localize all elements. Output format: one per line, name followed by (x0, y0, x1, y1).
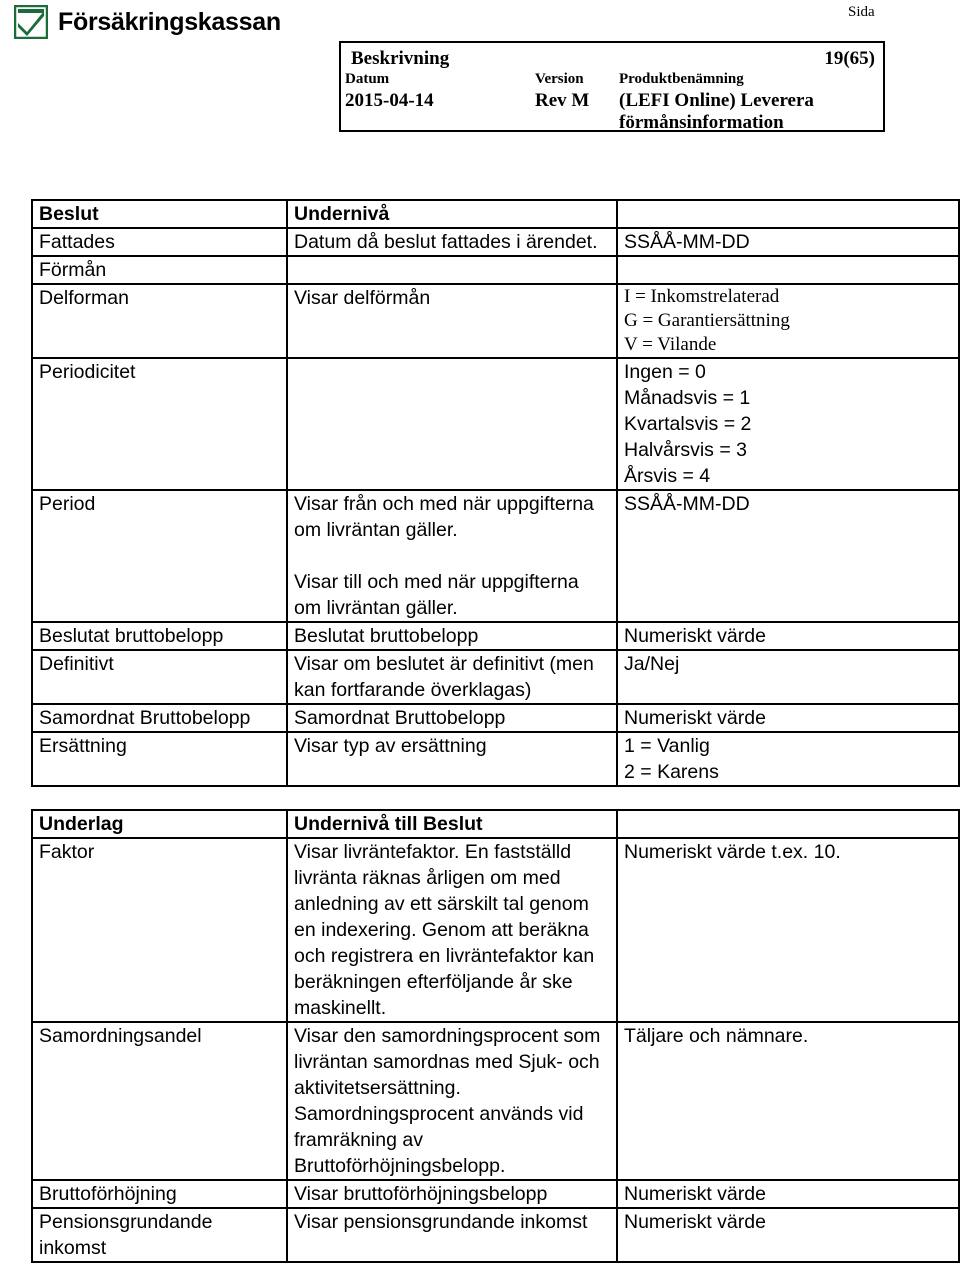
header-cell: Undernivå till Beslut (287, 810, 617, 838)
field-name: Fattades (32, 228, 287, 256)
header-cell: Undernivå (287, 200, 617, 228)
table-header-row (32, 810, 959, 838)
field-name: Definitivt (32, 650, 287, 704)
date-label: Datum (345, 71, 390, 87)
field-format: SSÅÅ-MM-DD (617, 490, 959, 622)
header-cell: Underlag (32, 810, 287, 838)
table-row (32, 1180, 959, 1208)
field-format (617, 256, 959, 284)
field-desc: Visar typ av ersättning (287, 732, 617, 786)
field-desc: Beslutat bruttobelopp (287, 622, 617, 650)
format-line: V = Vilande (624, 334, 717, 355)
field-format: Numeriskt värde (617, 704, 959, 732)
field-format: SSÅÅ-MM-DD (617, 228, 959, 256)
field-name: Ersättning (32, 732, 287, 786)
table-row (32, 1022, 959, 1180)
table-row (32, 732, 959, 786)
table-row (32, 490, 959, 622)
field-format: Ja/Nej (617, 650, 959, 704)
spacer (294, 543, 610, 569)
format-line: Årsvis = 4 (624, 465, 711, 487)
field-desc (287, 256, 617, 284)
version-value: Rev M (535, 90, 590, 111)
table-row (32, 622, 959, 650)
field-name: Förmån (32, 256, 287, 284)
field-desc: Visar livräntefaktor. En fastställd livränta räknas årligen om med anledning av ett särskilt tal genom en indexering. Genom att beräkna och registrera en livräntefaktor kan beräkningen efterföljande år ske maskinellt. (287, 838, 617, 1022)
format-line: Halvårsvis = 3 (624, 439, 747, 461)
field-name: Period (32, 490, 287, 622)
logo-text: Försäkringskassan (58, 8, 281, 36)
field-desc: Visar delförmån (287, 284, 617, 358)
field-format: Numeriskt värde (617, 1180, 959, 1208)
table-header-row (32, 200, 959, 228)
field-desc: Visar om beslutet är definitivt (men kan fortfarande överklagas) (287, 650, 617, 704)
field-desc: Datum då beslut fattades i ärendet. (287, 228, 617, 256)
field-name: Samordningsandel (32, 1022, 287, 1180)
table-row (32, 228, 959, 256)
field-desc: Samordnat Bruttobelopp (287, 704, 617, 732)
field-format: Numeriskt värde t.ex. 10. (617, 838, 959, 1022)
format-line: 2 = Karens (624, 761, 719, 783)
period-from: Visar från och med när uppgifterna om livräntan gäller. (294, 493, 594, 541)
field-name: Delforman (32, 284, 287, 358)
period-to: Visar till och med när uppgifterna om livräntan gäller. (294, 571, 579, 619)
field-format: Täljare och nämnare. (617, 1022, 959, 1180)
product-label: Produktbenämning (619, 71, 744, 87)
field-format: Numeriskt värde (617, 622, 959, 650)
date-value: 2015-04-14 (345, 90, 434, 111)
doc-type: Beskrivning (351, 48, 450, 69)
field-name: Beslutat bruttobelopp (32, 622, 287, 650)
table-row (32, 358, 959, 490)
table-row (32, 650, 959, 704)
field-name: Periodicitet (32, 358, 287, 490)
format-line: Månadsvis = 1 (624, 387, 751, 409)
table-row (32, 1208, 959, 1262)
table-row (32, 256, 959, 284)
version-label: Version (535, 71, 584, 87)
field-name: Pensionsgrundande inkomst (32, 1208, 287, 1262)
format-line: Ingen = 0 (624, 361, 706, 383)
field-name: Faktor (32, 838, 287, 1022)
format-line: I = Inkomstrelaterad (624, 286, 780, 307)
field-name: Bruttoförhöjning (32, 1180, 287, 1208)
logo-icon (14, 5, 48, 39)
field-format (617, 732, 959, 786)
header-cell (617, 200, 959, 228)
format-line: 1 = Vanlig (624, 735, 710, 757)
beslut-table (31, 199, 960, 787)
table-row (32, 284, 959, 358)
field-desc (287, 490, 617, 622)
field-format (617, 358, 959, 490)
field-desc: Visar den samordningsprocent som livräntan samordnas med Sjuk- och aktivitetsersättning. Samordningsprocent används vid framräkning av Bruttoförhöjningsbelopp. (287, 1022, 617, 1180)
format-line: G = Garantiersättning (624, 310, 790, 331)
field-desc: Visar pensionsgrundande inkomst (287, 1208, 617, 1262)
header-cell (617, 810, 959, 838)
product-value: (LEFI Online) Leverera förmånsinformation (619, 90, 814, 133)
table-row (32, 838, 959, 1022)
format-line: Kvartalsvis = 2 (624, 413, 752, 435)
table-row (32, 704, 959, 732)
field-name: Samordnat Bruttobelopp (32, 704, 287, 732)
field-format: Numeriskt värde (617, 1208, 959, 1262)
page-number: 19(65) (824, 48, 875, 69)
field-format (617, 284, 959, 358)
underlag-table (31, 809, 960, 1263)
logo (14, 5, 281, 39)
field-desc (287, 358, 617, 490)
header-cell: Beslut (32, 200, 287, 228)
document-header (339, 41, 885, 132)
field-desc: Visar bruttoförhöjningsbelopp (287, 1180, 617, 1208)
page-label: Sida (848, 4, 875, 20)
